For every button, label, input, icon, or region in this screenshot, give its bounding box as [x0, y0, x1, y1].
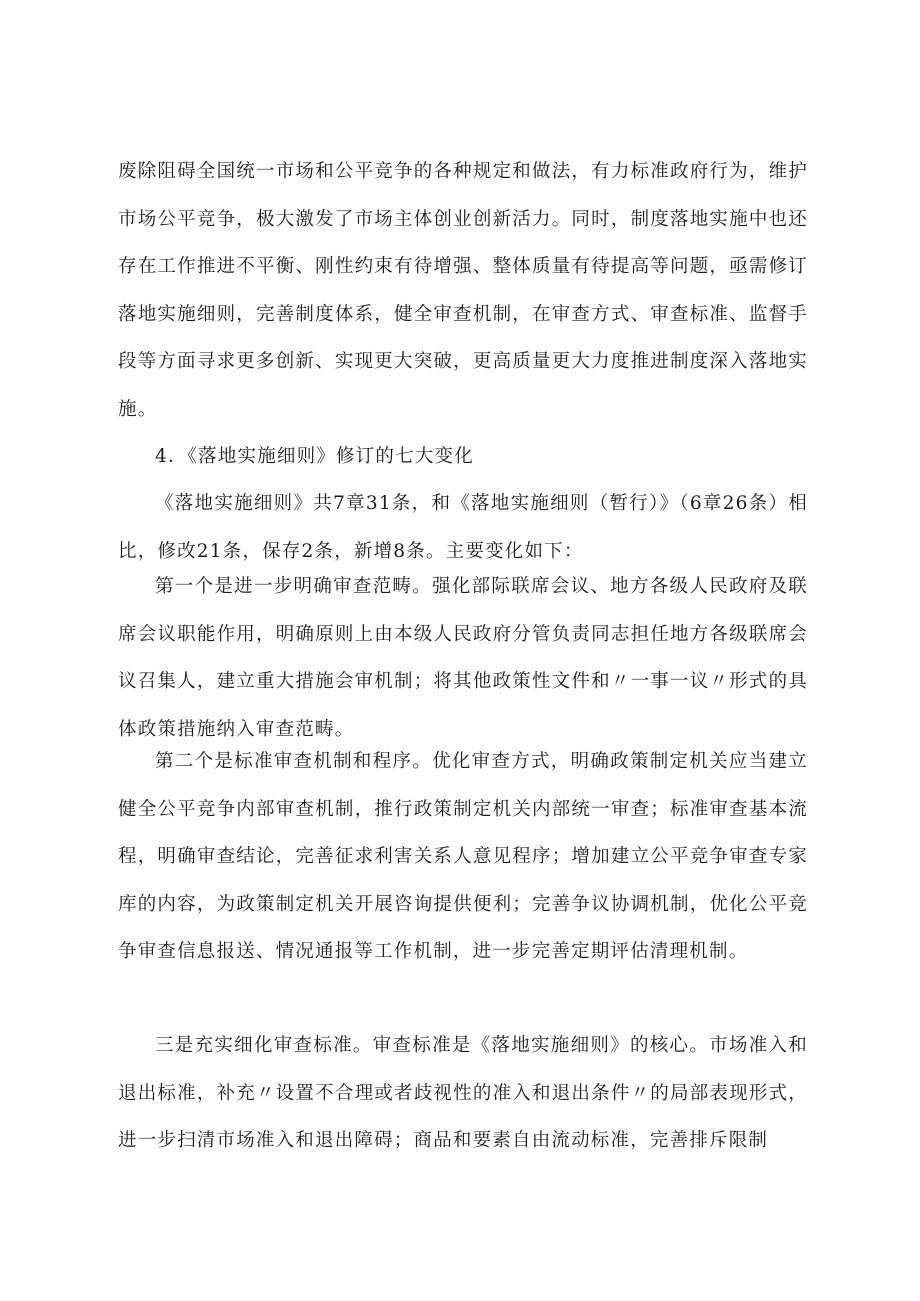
paragraph-continued: 废除阻碍全国统一市场和公平竞争的各种规定和做法，有力标准政府行为，维护市场公平竞争，极大激发了市场主体创业创新活力。同时，制度落地实施中也还存在工作推进不平衡、刚性约束有待增强、整体质量有待提高等问题，亟需修订落地实施细则，完善制度体系，健全审查机制，在审查方式、审查标准、监督手段等方面寻求更多创新、实现更大突破，更高质量更大力度推进制度深入落地实施。 — [118, 161, 808, 420]
section-heading: 4．《落地实施细则》修订的七大变化 — [155, 446, 474, 467]
paragraph-change-3: 三是充实细化审查标准。审查标准是《落地实施细则》的核心。市场准入和退出标准，补充〃设置不合理或者歧视性的准入和退出条件〃的局部表现形式，进一步扫清市场准入和退出障碍；商品和要素自由流动标准，完善排斥限制 — [118, 1035, 808, 1151]
paragraph-change-1: 第一个是进一步明确审查范畴。强化部际联席会议、地方各级人民政府及联席会议职能作用，明确原则上由本级人民政府分管负责同志担任地方各级联席会议召集人，建立重大措施会审机制；将其他政策性文件和〃一事一议〃形式的具体政策措施纳入审查范畴。 — [118, 576, 808, 740]
paragraph-summary: 《落地实施细则》共7章31条，和《落地实施细则（暂行）》（6章26条）相比，修改21条，保存2条，新增8条。主要变化如下： — [118, 493, 808, 562]
paragraph-change-2: 第二个是标准审查机制和程序。优化审查方式，明确政策制定机关应当建立健全公平竞争内部审查机制，推行政策制定机关内部统一审查；标准审查基本流程，明确审查结论，完善征求利害关系人意见程序；增加建立公平竞争审查专家库的内容，为政策制定机关开展咨询提供便利；完善争议协调机制，优化公平竞争审查信息报送、情况通报等工作机制，进一步完善定期评估清理机制。 — [118, 751, 808, 962]
